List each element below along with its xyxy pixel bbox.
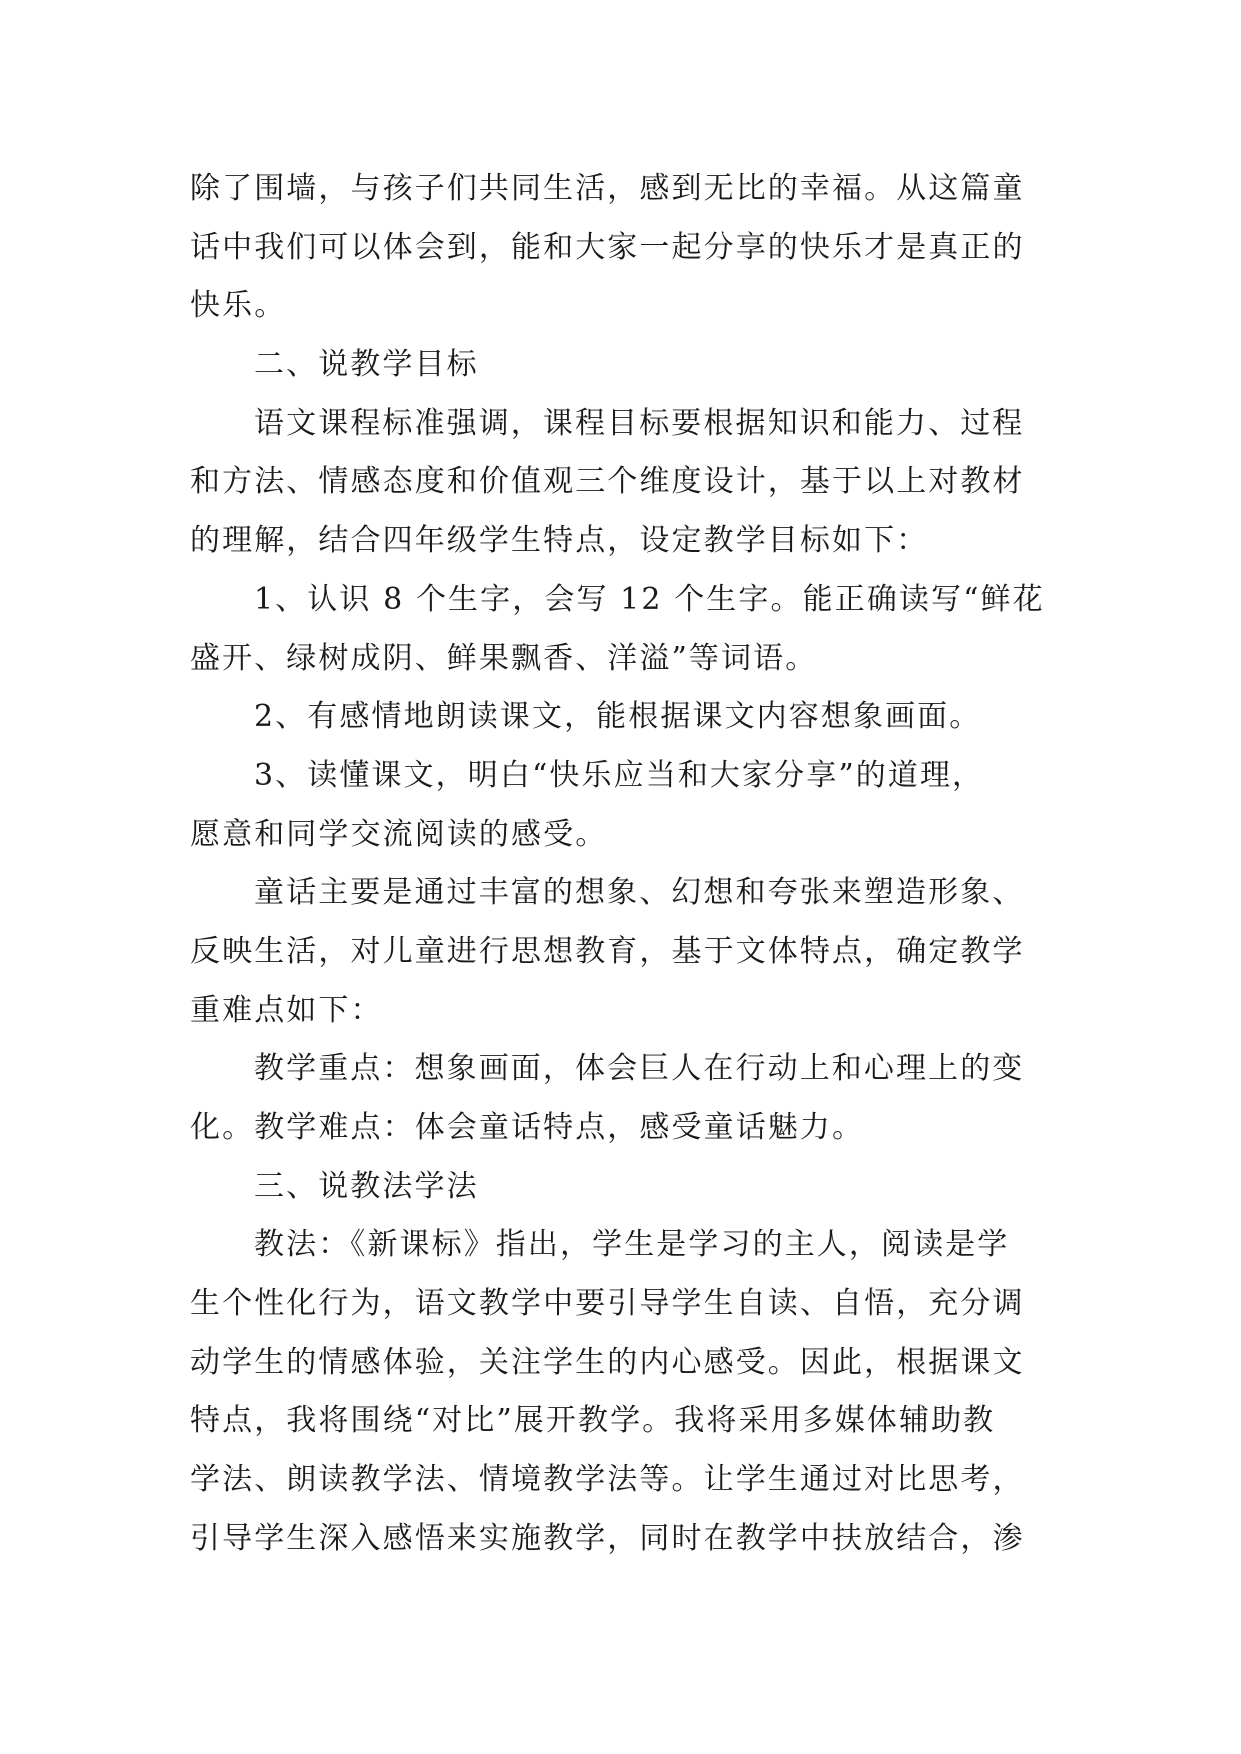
text-line: 引导学生深入感悟来实施教学，同时在教学中扶放结合，渗 (190, 1520, 1025, 1556)
text-line: 语文课程标准强调，课程目标要根据知识和能力、过程 (254, 405, 1025, 441)
text-line: 话中我们可以体会到，能和大家一起分享的快乐才是真正的 (190, 229, 1025, 265)
text-line: 3、读懂课文，明白“快乐应当和大家分享”的道理， (254, 757, 985, 793)
text-line: 2、有感情地朗读课文，能根据课文内容想象画面。 (254, 699, 982, 735)
text-line: 重难点如下： (190, 992, 383, 1028)
text-line: 学法、朗读教学法、情境教学法等。让学生通过对比思考， (190, 1462, 1025, 1498)
text-line: 童话主要是通过丰富的想象、幻想和夸张来塑造形象、 (254, 875, 1025, 911)
text-line: 1、认识 8 个生字，会写 12 个生字。能正确读写“鲜花 (254, 581, 1045, 617)
text-line: 快乐。 (190, 288, 287, 324)
text-line: 和方法、情感态度和价值观三个维度设计，基于以上对教材 (190, 464, 1025, 500)
text-line: 教法：《新课标》指出，学生是学习的主人，阅读是学 (254, 1227, 1010, 1263)
text-line: 教学重点：想象画面，体会巨人在行动上和心理上的变 (254, 1051, 1025, 1087)
text-line: 反映生活，对儿童进行思想教育，基于文体特点，确定教学 (190, 933, 1025, 969)
text-line: 动学生的情感体验，关注学生的内心感受。因此，根据课文 (190, 1344, 1025, 1380)
text-line: 化。教学难点：体会童话特点，感受童话魅力。 (190, 1110, 865, 1145)
text-line: 愿意和同学交流阅读的感受。 (190, 816, 608, 852)
text-line: 的理解，结合四年级学生特点，设定教学目标如下： (190, 523, 929, 559)
document-body (190, 160, 1050, 1569)
text-line: 特点，我将围绕“对比”展开教学。我将采用多媒体辅助教 (190, 1403, 996, 1439)
text-line: 三、说教法学法 (254, 1168, 479, 1204)
text-line: 盛开、绿树成阴、鲜果飘香、洋溢”等词语。 (190, 640, 818, 676)
text-line: 除了围墙，与孩子们共同生活，感到无比的幸福。从这篇童 (190, 171, 1025, 206)
text-line: 生个性化行为，语文教学中要引导学生自读、自悟，充分调 (190, 1286, 1025, 1322)
text-line: 二、说教学目标 (254, 347, 479, 383)
